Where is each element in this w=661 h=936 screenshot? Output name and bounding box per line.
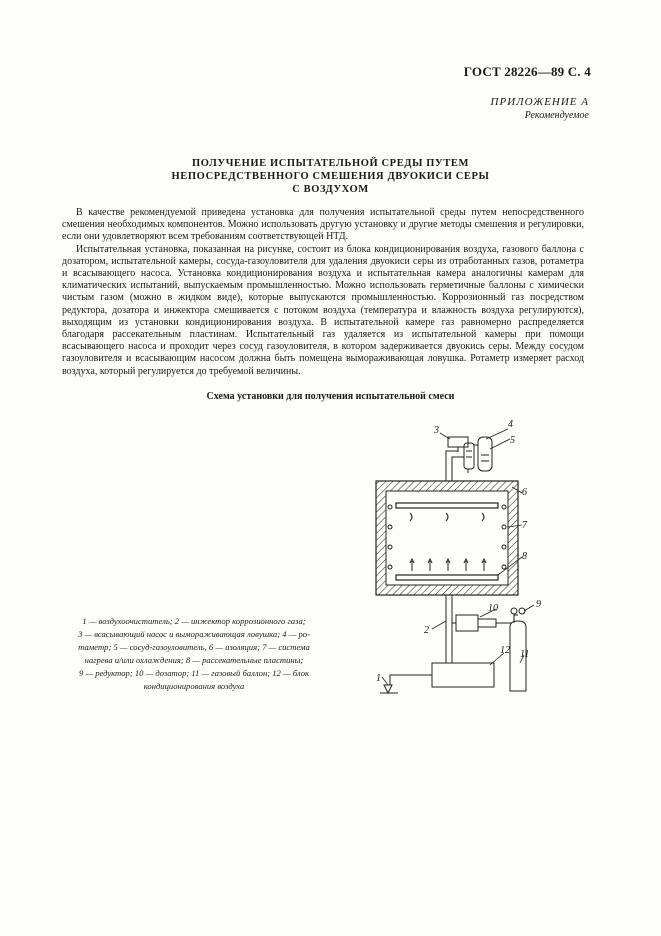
standard-code: ГОСТ 28226—89 С. 4	[463, 64, 591, 79]
callout-label: 10	[488, 603, 498, 614]
gas-supply-assembly	[446, 595, 526, 691]
callout-label: 4	[508, 419, 513, 430]
scheme-title: Схема установки для получения испытательной смеси	[206, 391, 455, 402]
legend-row: нагрева и/или охлаждения; 8 — рассекательные пластины;	[84, 655, 304, 665]
callout-label: 11	[520, 649, 530, 660]
insulation-wall	[376, 481, 518, 595]
callout-label: 2	[424, 625, 429, 636]
callout-label: 6	[522, 487, 527, 498]
legend-row: 3 — всасывающий насос и вымораживающая ловушка; 4 — ро-	[78, 629, 310, 639]
legend-row: 9 — редуктор; 10 — дозатор; 11 — газовый баллон; 12 — блок	[78, 668, 310, 678]
callout-label: 9	[536, 599, 541, 610]
callout-label: 12	[500, 645, 510, 656]
scheme-legend	[58, 615, 330, 693]
air-conditioning-assembly	[380, 663, 494, 693]
callout-label: 8	[522, 551, 527, 562]
body-text	[62, 207, 584, 378]
paragraph: Испытательная установка, показанная на рисунке, состоит из блока кондиционирования воздуха, газового баллона с дозатором, испытательной камеры, сосуда-газоуловителя для удаления двуокиси серы из отработанных газов, ротаметра и всасывающего насоса. Установка кондиционирования воздуха и испытательная камера аналогичны камерам для климатических испытаний, выпускаемым промышленностью. Можно использовать герметичные баллоны с химически чистым газом (можно в жидком виде), которые выпускаются промышленностью. Коррозионный газ посредством редуктора, дозатора и инжектора смешивается с потоком воздуха (температура и влажность воздуха регулируются), выходящим из установки кондиционирования воздуха. В испытательной камере газ равномерно распределяется благодаря рассекательным пластинам. Испытательный газ удаляется из испытательной камеры при помощи всасывающего насоса и проходит через сосуд газоуловителя, в котором задерживается двуокись серы. Между сосудом газоуловителя и всасывающим насосом должна быть помещена вымораживающая ловушка. Ротаметр измеряет расход воздуха, который регулируется до требуемой величины.	[62, 243, 584, 377]
title-line: С ВОЗДУХОМ	[292, 184, 369, 195]
appendix-status: Рекомендуемое	[524, 110, 589, 121]
pump-trap-assembly	[446, 437, 492, 481]
setup-diagram	[360, 415, 610, 705]
appendix-label: ПРИЛОЖЕНИЕ А	[490, 96, 589, 108]
legend-row: таметр; 5 — сосуд-газоуловитель, 6 — изоляция; 7 — система	[78, 642, 310, 652]
section-title	[90, 157, 571, 196]
paragraph: В качестве рекомендуемой приведена установка для получения испытательной среды путем непосредственного смешения необходимых компонентов. Можно использовать другую установку и другие методы смешения и регулировки, если они удовлетворяют всем требованиям соответствующей НТД.	[62, 207, 584, 243]
legend-row: кондиционирования воздуха	[143, 681, 245, 691]
title-line: НЕПОСРЕДСТВЕННОГО СМЕШЕНИЯ ДВУОКИСИ СЕРЫ	[171, 171, 490, 182]
title-line: ПОЛУЧЕНИЕ ИСПЫТАТЕЛЬНОЙ СРЕДЫ ПУТЕМ	[191, 158, 470, 169]
callout-label: 3	[434, 425, 439, 436]
legend-row: 1 — воздухоочиститель; 2 — инжектор коррозионного газа;	[82, 616, 306, 626]
callout-label: 1	[376, 673, 381, 684]
callout-label: 7	[522, 520, 527, 531]
callout-label: 5	[510, 435, 515, 446]
appendix-block	[491, 96, 589, 121]
